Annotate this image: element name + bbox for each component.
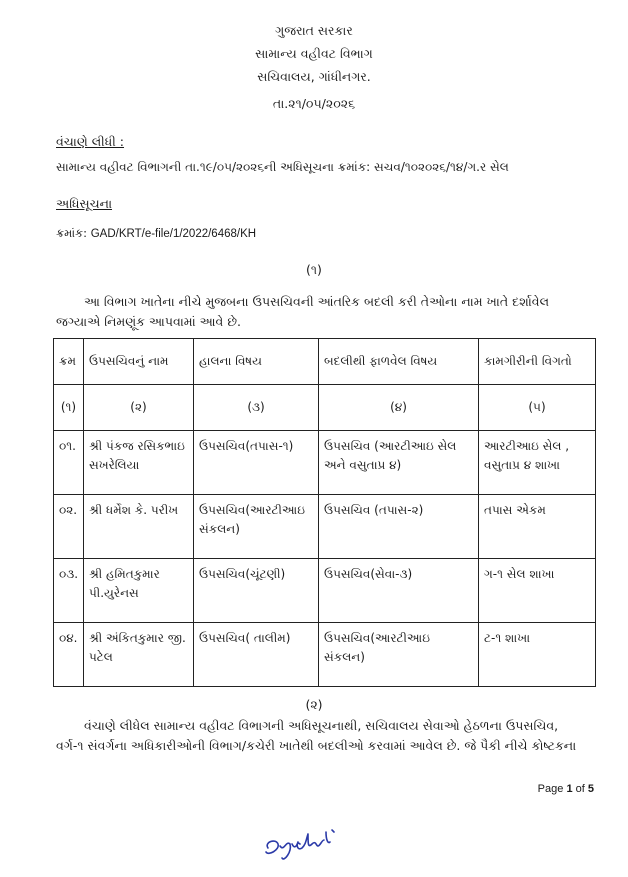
column-number: (૪) [319,385,479,431]
header-government: ગુજરાત સરકાર [275,23,353,38]
table-header-cell: બદલીથી ફાળવેલ વિષય [319,339,479,385]
table-row [54,559,596,623]
column-number: (૧) [54,385,84,431]
section2-paragraph: વંચાણે લીધેલ સામાન્ય વહીવટ વિભાગની અધિસૂચનાથી, સચિવાલય સેવાઓ હેઠળના ઉપસચિવ, વર્ગ-૧ સંવર્ગના અધિકારીઓની વિભાગ/કચેરી ખાતેથી બદલીઓ કરવામાં આવેલ છે. જે પૈકી નીચે કોષ્ટકના [56,718,577,753]
table-cell: ૦૪. [54,623,84,687]
notification-number-value: GAD/KRT/e-file/1/2022/6468/KH [90,228,257,240]
table-row [54,431,596,495]
table-cell: ઉપસચિવ(સેવા-૩) [319,559,479,623]
table-cell: ૦૩. [54,559,84,623]
table-row [54,495,596,559]
table-header-cell: ઉપસચિવનું નામ [84,339,194,385]
section1-paragraph: આ વિભાગ ખાતેના નીચે મુજબના ઉપસચિવની આંતરિક બદલી કરી તેઓના નામ ખાતે દર્શાવેલ જગ્યાએ નિમણૂંક આપવામાં આવે છે. [56,294,550,329]
column-number: (૩) [194,385,319,431]
notification-number-label: ક્રમાંક: [56,226,88,240]
table-header-row [54,339,596,385]
page-footer [538,783,594,795]
table-column-number-row [54,385,596,431]
table-row [54,623,596,687]
table-cell: ટ-૧ શાખા [479,623,596,687]
reference-heading: વંચાણે લીધી : [56,134,125,149]
table-cell: ઉપસચિવ( તાલીમ) [194,623,319,687]
table-header-cell: હાલના વિષય [194,339,319,385]
table-cell: ઉપસચિવ (તપાસ-૨) [319,495,479,559]
table-cell: શ્રી ધર્મેશ કે. પરીખ [84,495,194,559]
table-header-cell: કામગીરીની વિગતો [479,339,596,385]
page-word: Page [537,783,564,795]
table-cell: ૦૨. [54,495,84,559]
table-header-cell: ક્રમ [54,339,84,385]
header-location: સચિવાલય, ગાંધીનગર. [257,69,371,84]
header-department: સામાન્ય વહીવટ વિભાગ [255,46,373,61]
column-number: (૫) [479,385,596,431]
table-cell: ગ-૧ સેલ શાખા [479,559,596,623]
table-cell: ઉપસચિવ(આરટીઆઇ સંકલન) [319,623,479,687]
table-cell: તપાસ એકમ [479,495,596,559]
notification-number [56,226,256,241]
table-cell: ઉપસચિવ(ચૂંટણી) [194,559,319,623]
table-cell: શ્રી પંકજ રસિકભાઇ સખરેલિયા [84,431,194,495]
transfer-table [53,338,596,687]
notification-heading: અધિસૂચના [56,196,113,211]
page-current: 1 [566,783,573,795]
page-total: 5 [587,783,594,795]
of-word: of [575,783,585,795]
table-cell: શ્રી હમિતકુમાર પી.યુરેનસ [84,559,194,623]
column-number: (૨) [84,385,194,431]
section2-number: (૨) [305,697,323,712]
table-cell: આરટીઆઇ સેલ , વસુતાપ્ર ૪ શાખા [479,431,596,495]
signature [262,818,372,868]
header-date: તા.૨૧/૦૫/૨૦૨૬ [272,96,356,111]
table-cell: ઉપસચિવ (આરટીઆઇ સેલ અને વસુતાપ્ર ૪) [319,431,479,495]
section1-number: (૧) [306,262,322,277]
table-cell: ઉપસચિવ(આરટીઆઇ સંકલન) [194,495,319,559]
reference-text: સામાન્ય વહીવટ વિભાગની તા.૧૯/૦૫/૨૦૨૬ની અધિસૂચના ક્રમાંક: સચવ/૧૦૨૦૨૬/૧૪/ગ.ર સેલ [56,160,509,174]
table-cell: ૦૧. [54,431,84,495]
table-cell: શ્રી અંકિતકુમાર જી. પટેલ [84,623,194,687]
table-cell: ઉપસચિવ(તપાસ-૧) [194,431,319,495]
